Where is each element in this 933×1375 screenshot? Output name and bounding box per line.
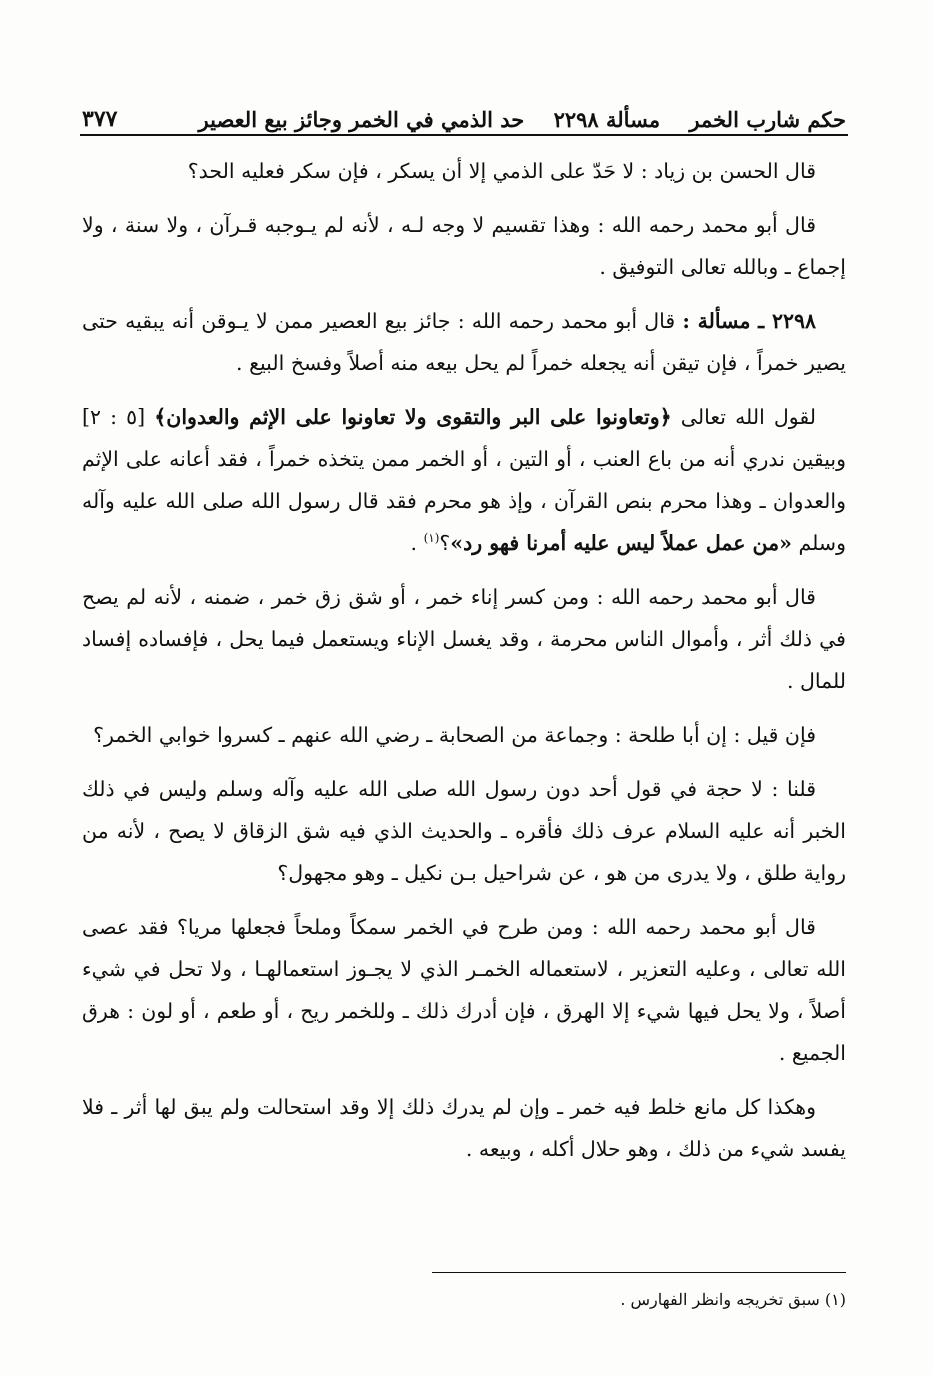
paragraph-7-text: قلنا : لا حجة في قول أحد دون رسول الله صلى الله عليه وآله وسلم وليس في ذلك الخبر أنه عليه السلام عرف ذلك فأقره ـ والحديث الذي فيه شق الزقاق لا يصح ، لأنه من رواية طلق ، ولا يدرى من هو ، عن شراحيل بـن نكيل ـ وهو مجهول؟: [82, 777, 846, 885]
issue-paragraph: [82, 300, 846, 384]
footnote-divider: [432, 1272, 846, 1273]
paragraph-2: [82, 204, 846, 288]
header-title: [177, 107, 846, 132]
paragraph-4-pre: لقول الله تعالى: [671, 405, 816, 429]
header-section: حكم شارب الخمر: [689, 107, 846, 132]
page-body: [82, 150, 846, 1182]
paragraph-7: [82, 768, 846, 894]
running-header: [82, 88, 846, 132]
paragraph-6-text: فإن قيل : إن أبا طلحة : وجماعة من الصحابة ـ رضي الله عنهم ـ كسروا خوابي الخمر؟: [93, 723, 816, 747]
hadith-quote: «من عمل عملاً ليس عليه أمرنا فهو رد»: [450, 531, 792, 555]
paragraph-8: [82, 906, 846, 1074]
paragraph-4-post: ؟: [439, 531, 451, 555]
header-subject: حد الذمي في الخمر وجائز بيع العصير: [198, 107, 525, 132]
paragraph-5: [82, 576, 846, 702]
paragraph-6: [82, 714, 846, 756]
paragraph-9-text: وهكذا كل مانع خلط فيه خمر ـ وإن لم يدرك ذلك إلا وقد استحالت ولم يبق لها أثر ـ فلا يفسد شيء من ذلك ، وهو حلال أكله ، وبيعه .: [82, 1095, 846, 1161]
footnote-text: (١) سبق تخريجه وانظر الفهارس .: [620, 1290, 846, 1309]
header-issue: مسألة ٢٢٩٨: [553, 107, 661, 132]
quran-verse: ﴿وتعاونوا على البر والتقوى ولا تعاونوا على الإثم والعدوان﴾: [154, 405, 672, 429]
issue-heading: ٢٢٩٨ ـ مسألة :: [682, 309, 816, 333]
paragraph-1: [82, 150, 846, 192]
footnote-ref: (١): [423, 531, 440, 546]
page-number: ٣٧٧: [82, 106, 118, 132]
footnote: [432, 1288, 846, 1312]
paragraph-2-text: قال أبو محمد رحمه الله : وهذا تقسيم لا وجه لـه ، لأنه لم يـوجبه قـرآن ، ولا سنة ، ولا إجماع ـ وبالله تعالى التوفيق .: [82, 213, 846, 279]
paragraph-5-text: قال أبو محمد رحمه الله : ومن كسر إناء خمر ، أو شق زق خمر ، ضمنه ، لأنه لم يصح في ذلك أثر ، وأموال الناس محرمة ، وقد يغسل الإناء ويستعمل فيما يحل ، فإفساده إفساد للمال .: [82, 585, 846, 693]
paragraph-9: [82, 1086, 846, 1170]
paragraph-4-end: .: [410, 531, 424, 555]
paragraph-1-text: قال الحسن بن زياد : لا حَدّ على الذمي إلا أن يسكر ، فإن سكر فعليه الحد؟: [187, 159, 816, 183]
paragraph-8-text: قال أبو محمد رحمه الله : ومن طرح في الخمر سمكاً وملحاً فجعلها مريا؟ فقد عصى الله تعالى ، وعليه التعزير ، لاستعماله الخمـر الذي لا يجـوز استعمالهـا ، ولا تحل في شيء أصلاً ، ولا يحل فيها شيء إلا الهرق ، فإن أدرك ذلك ـ وللخمر ريح ، أو طعم ، أو لون : هرق الجميع .: [82, 915, 846, 1065]
paragraph-4: [82, 396, 846, 564]
issue-text: قال أبو محمد رحمه الله : جائز بيع العصير ممن لا يـوقن أنه يبقيه حتى يصير خمراً ، فإن تيقن أنه يجعله خمراً لم يحل بيعه منه أصلاً وفسخ البيع .: [82, 309, 846, 375]
header-divider: [80, 134, 848, 136]
paragraph-4-mid: [٥ : ٢] وبيقين ندري أنه من باع العنب ، أو التين ، أو الخمر ممن يتخذه خمراً ، فقد أعانه على الإثم والعدوان ـ وهذا محرم بنص القرآن ، وإذ هو محرم فقد قال رسول الله صلى الله عليه وآله وسلم: [82, 405, 846, 555]
